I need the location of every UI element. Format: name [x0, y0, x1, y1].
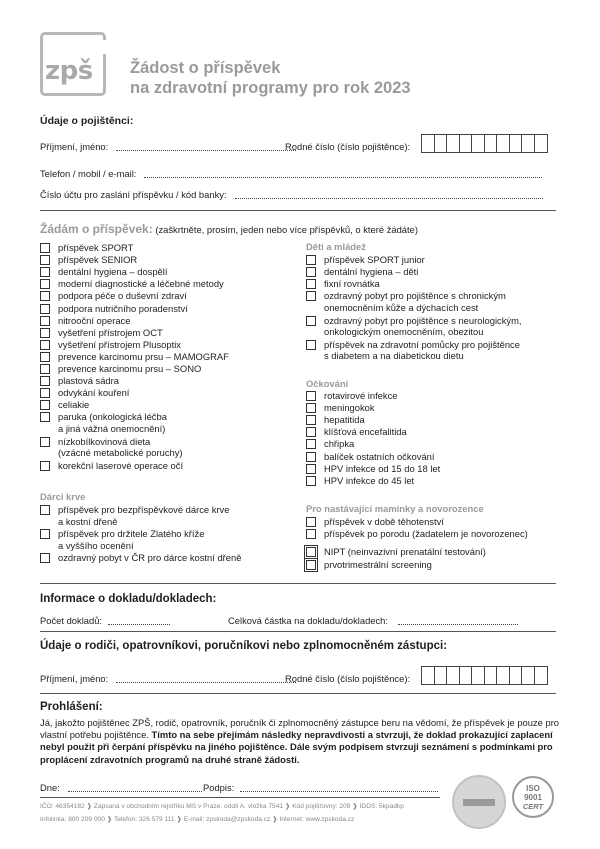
guardian-rc-boxes[interactable] — [421, 666, 548, 685]
checkbox-label — [324, 254, 425, 266]
checkbox[interactable] — [306, 316, 316, 326]
checkbox-item[interactable] — [40, 290, 187, 302]
request-header — [40, 222, 418, 236]
checkbox-item[interactable] — [306, 254, 425, 266]
checkbox-label — [324, 528, 528, 540]
checkbox-label-line: dentální hygiena – dospělí — [58, 266, 168, 278]
checkbox-item[interactable] — [40, 351, 229, 363]
checkbox-label-line: celiakie — [58, 399, 90, 411]
checkbox[interactable] — [40, 243, 50, 253]
checkbox-label-line: vyšetření přístrojem OCT — [58, 326, 163, 338]
checkbox[interactable] — [40, 376, 50, 386]
checkbox-item[interactable] — [306, 339, 520, 362]
guardian-name-label: Příjmení, jméno: — [40, 673, 109, 684]
documents-count-field[interactable] — [108, 616, 170, 625]
checkbox[interactable] — [306, 415, 316, 425]
checkbox[interactable] — [306, 427, 316, 437]
checkbox-label — [58, 387, 129, 399]
signature-label: Podpis: — [203, 782, 235, 793]
checkbox-item[interactable] — [40, 504, 229, 527]
checkbox-label — [324, 414, 365, 426]
checkbox-label — [58, 411, 167, 434]
checkbox-item[interactable] — [306, 402, 375, 414]
checkbox-item[interactable] — [306, 559, 432, 571]
checkbox-label-line: klíšťová encefalitida — [324, 426, 407, 438]
checkbox[interactable] — [306, 464, 316, 474]
insured-contact-row — [40, 168, 542, 179]
documents-count-row — [40, 615, 170, 626]
checkbox[interactable] — [40, 553, 50, 563]
checkbox-item[interactable] — [40, 411, 167, 434]
insured-contact-label: Telefon / mobil / e-mail: — [40, 168, 137, 179]
checkbox-label — [58, 339, 181, 351]
mothers-heading: Pro nastávající maminky a novorozence — [306, 503, 484, 514]
logo: zpš — [45, 56, 93, 86]
guardian-name-field[interactable] — [116, 674, 296, 683]
checkbox-label — [324, 559, 432, 571]
checkbox-item[interactable] — [40, 303, 188, 315]
checkbox-label-line: ozdravný pobyt v ČR pro dárce kostní dřeně — [58, 552, 242, 564]
checkbox-label-line: (vzácné metabolické poruchy) — [58, 447, 183, 459]
checkbox-label — [324, 402, 375, 414]
checkbox-label — [58, 363, 201, 375]
checkbox-label — [58, 315, 130, 327]
declaration-heading: Prohlášení: — [40, 701, 103, 713]
checkbox-label-line: ozdravný pobyt pro pojištěnce s neurologickým, — [324, 314, 522, 326]
checkbox-label-line: s diabetem a na diabetickou dietu — [324, 350, 464, 362]
checkbox-item[interactable] — [306, 451, 434, 463]
vaccination-heading: Očkování — [306, 378, 349, 389]
checkbox-label-line: onkologickým onemocněním, obezitou — [324, 326, 484, 337]
checkbox-item[interactable] — [40, 327, 163, 339]
checkbox-item[interactable] — [40, 528, 204, 551]
checkbox-label-line: NIPT (neinvazivní prenatální testování) — [324, 546, 486, 557]
divider-4 — [40, 693, 556, 694]
checkbox-label-line: nitrooční operace — [58, 314, 131, 326]
checkbox[interactable] — [306, 279, 316, 289]
divider-2 — [40, 583, 556, 584]
checkbox-label-line: a kostní dřeně — [58, 515, 118, 527]
checkbox-label — [324, 451, 434, 463]
checkbox[interactable] — [306, 476, 316, 486]
checkbox-label-line: příspěvek po porodu (žadatelem je novorozenec) — [324, 528, 528, 540]
checkbox-item[interactable] — [40, 552, 241, 564]
checkbox-label — [58, 351, 229, 363]
checkbox-label-line: moderní diagnostické a léčebné metody — [58, 278, 224, 290]
checkbox-label-line: prvotrimestrální screening — [324, 558, 432, 570]
checkbox-label — [58, 504, 229, 527]
checkbox-item[interactable] — [306, 463, 440, 475]
checkbox-label — [58, 399, 89, 411]
checkbox-label-line: chřipka — [324, 438, 355, 450]
checkbox-label-line: HPV infekce od 15 do 18 let — [324, 462, 441, 474]
checkbox[interactable] — [40, 304, 50, 314]
checkbox[interactable] — [306, 560, 316, 570]
request-instruction: (zaškrtněte, prosím, jeden nebo více příspěvků, o které žádáte) — [155, 224, 418, 235]
declaration-text-normal: Já, jakožto pojištěnec ZPŠ, rodič, opatrovník, poručník či zplnomocněný zástupce beru na vědomí, že příspěvek je pouze pro vlastní potřebu pojištěnce. — [40, 717, 560, 741]
footer-line-1: IČO: 46354182 ❱ Zapsaná v obchodním rejstříku MS v Praze, oddíl A, vložka 7541 ❱ Kód pojišťovny: 209 ❱ IDDS: 5kpadkp — [40, 803, 404, 810]
checkbox[interactable] — [40, 437, 50, 447]
checkbox-item[interactable] — [306, 426, 407, 438]
insured-account-field[interactable] — [235, 190, 543, 199]
insured-name-row — [40, 141, 296, 152]
divider-1 — [40, 210, 556, 211]
checkbox-item[interactable] — [306, 278, 380, 290]
documents-amount-row — [228, 615, 518, 626]
checkbox[interactable] — [306, 452, 316, 462]
date-label: Dne: — [40, 782, 60, 793]
guardian-heading: Údaje o rodiči, opatrovníkovi, poručníkovi nebo zplnomocněném zástupci: — [40, 640, 448, 652]
checkbox[interactable] — [40, 388, 50, 398]
checkbox-label-line: příspěvek pro držitele Zlatého kříže — [58, 528, 205, 540]
checkbox-item[interactable] — [40, 339, 181, 351]
insured-account-row — [40, 189, 543, 200]
title-line-1: Žádost o příspěvek — [130, 59, 281, 77]
checkbox-item[interactable] — [40, 278, 224, 290]
checkbox-label — [58, 552, 241, 564]
checkbox-label-line: paruka (onkologická léčba — [58, 411, 167, 423]
insured-heading: Údaje o pojištěnci: — [40, 115, 134, 127]
divider-5 — [40, 797, 440, 798]
checkbox-label-line: příspěvek SPORT junior — [324, 254, 425, 265]
checkbox-label-line: odvykání kouření — [58, 387, 130, 399]
insured-name-field[interactable] — [116, 142, 296, 151]
checkbox-label-line: HPV infekce do 45 let — [324, 474, 415, 486]
checkbox-label-line: onemocněním kůže a dýchacích cest — [324, 301, 479, 313]
checkbox-label-line: prevence karcinomu prsu – SONO — [58, 363, 202, 374]
checkbox-label-line: korekční laserové operace očí — [58, 459, 184, 471]
documents-amount-label: Celková částka na dokladu/dokladech: — [228, 615, 388, 626]
checkbox-label-line: nízkobílkovinová dieta — [58, 435, 151, 447]
checkbox-label — [58, 290, 187, 302]
checkbox-label — [58, 375, 119, 387]
insured-name-label: Příjmení, jméno: — [40, 141, 109, 152]
checkbox-label-line: a jiná vážná onemocnění) — [58, 422, 166, 434]
checkbox-item[interactable] — [40, 375, 119, 387]
checkbox[interactable] — [40, 340, 50, 350]
documents-amount-field[interactable] — [398, 616, 518, 625]
checkbox-label — [324, 266, 418, 278]
checkbox-item[interactable] — [306, 266, 418, 278]
checkbox-item[interactable] — [40, 242, 133, 254]
documents-count-label: Počet dokladů: — [40, 615, 103, 626]
checkbox[interactable] — [306, 255, 316, 265]
checkbox[interactable] — [40, 352, 50, 362]
checkbox-item[interactable] — [306, 315, 522, 338]
checkbox-label-line: příspěvek na zdravotní pomůcky pro pojištěnce — [324, 338, 520, 350]
checkbox-label-line: příspěvek pro bezpříspěvkové dárce krve — [58, 504, 230, 515]
checkbox[interactable] — [40, 412, 50, 422]
checkbox-item[interactable] — [40, 266, 167, 278]
checkbox-label — [58, 266, 167, 278]
insured-rc-label: Rodné číslo (číslo pojištěnce): — [285, 141, 411, 152]
checkbox[interactable] — [306, 267, 316, 277]
children-heading: Děti a mládež — [306, 241, 366, 252]
checkbox[interactable] — [40, 291, 50, 301]
checkbox-item[interactable] — [40, 387, 129, 399]
checkbox-label-line: balíček ostatních očkování — [324, 450, 435, 462]
checkbox-label-line: plastová sádra — [58, 375, 119, 387]
checkbox[interactable] — [40, 400, 50, 410]
checkbox-label-line: prevence karcinomu prsu – MAMOGRAF — [58, 350, 229, 362]
checkbox-label — [324, 463, 440, 475]
checkbox-label-line: dentální hygiena – děti — [324, 266, 419, 278]
page-title — [130, 58, 411, 98]
guardian-rc-label: Rodné číslo (číslo pojištěnce): — [285, 673, 411, 684]
checkbox-item[interactable] — [40, 460, 183, 472]
checkbox[interactable] — [306, 403, 316, 413]
declaration-text-bold: Tímto na sebe přejímám následky nepravdivosti a stvrzuji, že doklad prokazující zaplacení nebyl použit při čerpání příspěvku na jiného pojištěnce. Dále svým podpisem stvrzuji seznámení s podmínkami pro proplácení zdravotních programů na druhé straně žádosti. — [40, 729, 553, 765]
checkbox-label-line: rotavirové infekce — [324, 390, 398, 401]
checkbox[interactable] — [40, 529, 50, 539]
checkbox[interactable] — [40, 279, 50, 289]
checkbox-label-line: meningokok — [324, 402, 375, 414]
checkbox-label — [324, 290, 506, 313]
declaration-text — [40, 717, 560, 766]
checkbox[interactable] — [306, 340, 316, 350]
checkbox[interactable] — [40, 505, 50, 515]
checkbox-label — [58, 242, 133, 254]
checkbox-item[interactable] — [306, 528, 528, 540]
checkbox-label-line: příspěvek SENIOR — [58, 254, 138, 266]
checkbox-item[interactable] — [40, 254, 137, 266]
checkbox-item[interactable] — [306, 546, 486, 558]
checkbox-label — [58, 436, 183, 459]
checkbox[interactable] — [40, 461, 50, 471]
checkbox-label-line: podpora péče o duševní zdraví — [58, 290, 187, 302]
divider-3 — [40, 631, 556, 632]
checkbox-label — [58, 278, 224, 290]
checkbox-label — [58, 303, 188, 315]
checkbox-label — [324, 278, 380, 290]
checkbox[interactable] — [306, 517, 316, 527]
checkbox-item[interactable] — [40, 315, 130, 327]
checkbox-label — [324, 516, 444, 528]
checkbox-label — [58, 460, 183, 472]
quality-seal-icon — [452, 775, 506, 829]
checkbox-label — [324, 390, 397, 402]
iso-label: ISO — [526, 784, 540, 793]
checkbox-label-line: příspěvek SPORT — [58, 242, 134, 253]
checkbox[interactable] — [40, 255, 50, 265]
checkbox-label-line: hepatitida — [324, 414, 365, 426]
logo-frame-gap — [95, 40, 111, 54]
checkbox-label-line: podpora nutričního poradenství — [58, 302, 188, 314]
checkbox-item[interactable] — [306, 290, 506, 313]
checkbox-item[interactable] — [306, 475, 414, 487]
insured-contact-field[interactable] — [144, 169, 542, 178]
checkbox-item[interactable] — [306, 414, 365, 426]
checkbox-item[interactable] — [40, 399, 89, 411]
checkbox[interactable] — [306, 439, 316, 449]
iso-badge — [512, 776, 554, 818]
checkbox-label — [324, 438, 354, 450]
checkbox-item[interactable] — [306, 390, 397, 402]
checkbox-label-line: ozdravný pobyt pro pojištěnce s chronickým — [324, 290, 506, 302]
insured-rc-boxes[interactable] — [421, 134, 548, 153]
checkbox-label-line: příspěvek v době těhotenství — [324, 516, 444, 527]
guardian-name-row — [40, 673, 296, 684]
checkbox-label — [324, 339, 520, 362]
date-row — [40, 782, 202, 793]
donors-heading: Dárci krve — [40, 491, 86, 502]
checkbox[interactable] — [40, 328, 50, 338]
checkbox[interactable] — [40, 316, 50, 326]
checkbox-label-line: a vyššího ocenění — [58, 539, 134, 551]
checkbox[interactable] — [40, 364, 50, 374]
insured-account-label: Číslo účtu pro zaslání příspěvku / kód banky: — [40, 189, 227, 200]
checkbox[interactable] — [306, 291, 316, 301]
checkbox-label — [324, 426, 407, 438]
checkbox-label — [58, 254, 137, 266]
checkbox-label-line: vyšetření přístrojem Plusoptix — [58, 338, 181, 350]
signature-field[interactable] — [240, 783, 438, 792]
iso-number: 9001 — [524, 793, 542, 802]
checkbox[interactable] — [306, 547, 316, 557]
checkbox-item[interactable] — [306, 516, 444, 528]
signature-row — [203, 782, 438, 793]
checkbox[interactable] — [306, 529, 316, 539]
checkbox-label — [324, 546, 486, 558]
title-line-2: na zdravotní programy pro rok 2023 — [130, 79, 411, 97]
checkbox-item[interactable] — [306, 438, 354, 450]
checkbox-label — [324, 475, 414, 487]
checkbox-label — [58, 528, 204, 551]
date-field[interactable] — [68, 783, 202, 792]
checkbox[interactable] — [306, 391, 316, 401]
checkbox-label-line: fixní rovnátka — [324, 278, 380, 290]
documents-heading: Informace o dokladu/dokladech: — [40, 593, 217, 605]
iso-cert: CERT — [522, 802, 544, 811]
checkbox-item[interactable] — [40, 436, 183, 459]
request-heading: Žádám o příspěvek: — [40, 222, 153, 236]
checkbox-label — [324, 315, 522, 338]
checkbox[interactable] — [40, 267, 50, 277]
checkbox-label — [58, 327, 163, 339]
checkbox-item[interactable] — [40, 363, 201, 375]
footer-line-2: Infolinka: 800 209 000 ❱ Telefon: 326 579 111 ❱ E-mail: zpskoda@zpskoda.cz ❱ Internet: www.zpskoda.cz — [40, 816, 355, 823]
